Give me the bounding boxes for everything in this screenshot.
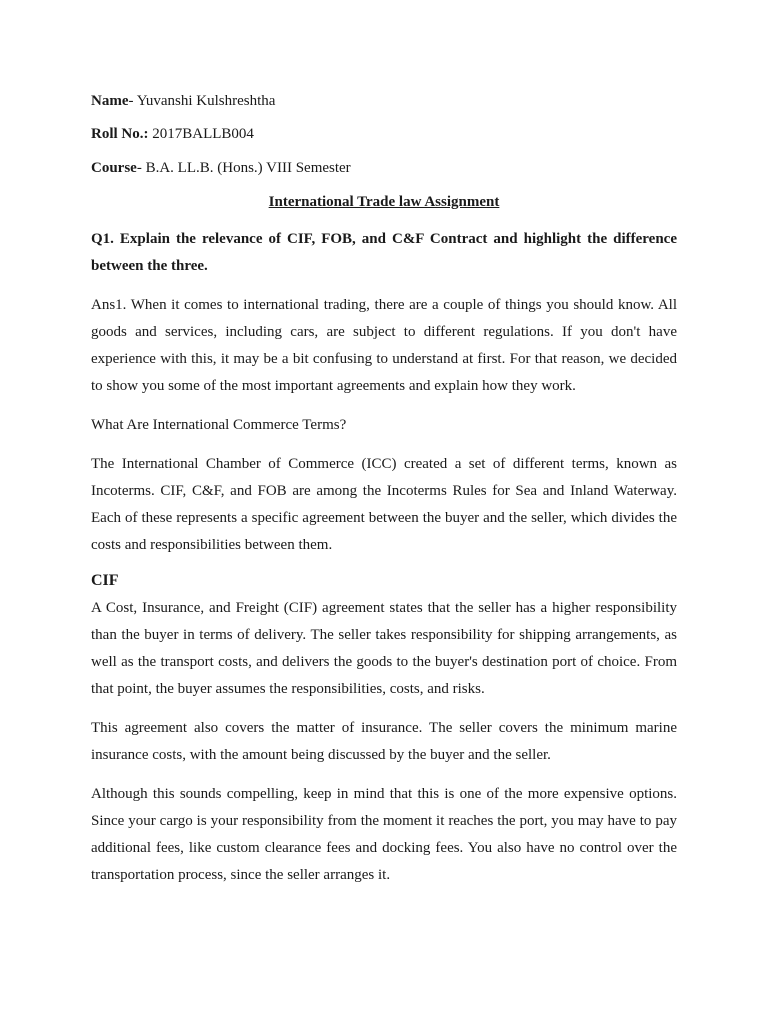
incoterms-subheading: What Are International Commerce Terms? — [91, 417, 347, 433]
cif-paragraph-2: This agreement also covers the matter of insurance. The seller covers the minimum marine insurance costs, with the amount being discussed by the buyer and the seller. — [91, 720, 677, 763]
course-label: Course — [91, 160, 137, 176]
course-line — [91, 158, 677, 178]
answer-intro-paragraph: Ans1. When it comes to international trading, there are a couple of things you should know. All goods and services, including cars, are subject to different regulations. If you don't have experience with this, it may be a bit confusing to understand at first. For that reason, we decided to show you some of the most important agreements and explain how they work. — [91, 297, 677, 394]
icc-paragraph: The International Chamber of Commerce (ICC) created a set of different terms, known as Incoterms. CIF, C&F, and FOB are among the Incoterms Rules for Sea and Inland Waterway. Each of these represents a specific agreement between the buyer and the seller, which divides the costs and responsibilities between them. — [91, 456, 677, 553]
name-label: Name — [91, 93, 129, 109]
cif-paragraph-3: Although this sounds compelling, keep in mind that this is one of the more expensive options. Since your cargo is your responsibility from the moment it reaches the port, you may have to pay additional fees, like custom clearance fees and docking fees. You also have no control over the transportation process, since the seller arranges it. — [91, 786, 677, 883]
assignment-title: International Trade law Assignment — [268, 194, 500, 210]
roll-number-line — [91, 124, 677, 144]
roll-value: 2017BALLB004 — [148, 126, 254, 142]
cif-paragraph-1: A Cost, Insurance, and Freight (CIF) agreement states that the seller has a higher responsibility than the buyer in terms of delivery. The seller takes responsibility for shipping arrangements, as well as the transport costs, and delivers the goods to the buyer's destination port of choice. From that point, the buyer assumes the responsibilities, costs, and risks. — [91, 600, 677, 697]
student-name-line — [91, 91, 677, 111]
name-value: - Yuvanshi Kulshreshtha — [128, 93, 276, 109]
cif-heading: CIF — [91, 572, 119, 589]
roll-label: Roll No.: — [91, 126, 149, 142]
question-1: Q1. Explain the relevance of CIF, FOB, and C&F Contract and highlight the difference between the three. — [91, 231, 677, 274]
course-value: - B.A. LL.B. (Hons.) VIII Semester — [136, 160, 351, 176]
